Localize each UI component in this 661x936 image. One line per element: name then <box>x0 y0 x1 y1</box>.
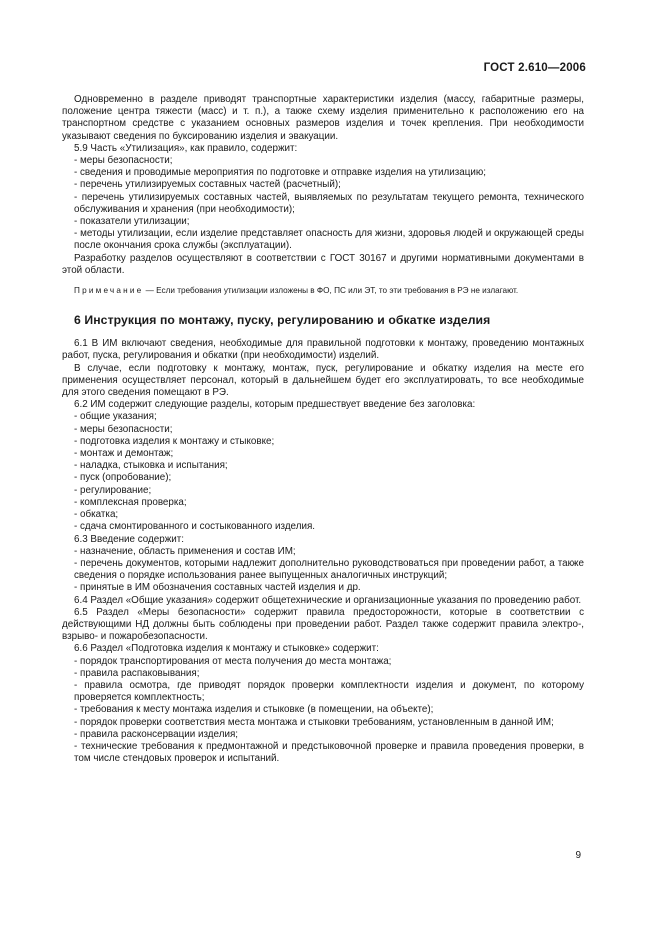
list-item: - монтаж и демонтаж; <box>74 448 174 460</box>
list-item: - технические требования к предмонтажной и предстыковочной проверке и правила проведения проверки, в том числе стендовых проверок и испытаний. <box>74 740 584 765</box>
section-heading: 6 Инструкция по монтажу, пуску, регулированию и обкатке изделия <box>74 313 491 328</box>
list-item: - правила расконсервации изделия; <box>74 728 239 740</box>
document-body <box>62 94 584 765</box>
paragraph: В случае, если подготовку к монтажу, монтаж, пуск, регулирование и обкатку изделия на месте его применения осуществляет персонал, который в дальнейшем будет его эксплуатировать, то все необходимые для этого сведения помещают в РЭ. <box>62 362 584 399</box>
list-item: - подготовка изделия к монтажу и стыковке; <box>74 435 275 447</box>
page-number: 9 <box>575 850 581 861</box>
list-item: - правила распаковывания; <box>74 667 200 679</box>
list-item: - требования к месту монтажа изделия и стыковке (в помещении, на объекте); <box>74 704 434 716</box>
list-item: - регулирование; <box>74 484 152 496</box>
list-item: - сведения и проводимые мероприятия по подготовке и отправке изделия на утилизацию; <box>74 167 487 179</box>
list-item: - пуск (опробование); <box>74 472 172 484</box>
list-item: - показатели утилизации; <box>74 216 190 228</box>
list-item: - комплексная проверка; <box>74 496 187 508</box>
paragraph: 5.9 Часть «Утилизация», как правило, содержит: <box>74 142 298 154</box>
list-item: - порядок проверки соответствия места монтажа и стыковки требованиям, установленным в данной ИМ; <box>74 716 554 728</box>
note-text: — Если требования утилизации изложены в ФО, ПС или ЭТ, то эти требования в РЭ не излагают. <box>143 286 519 296</box>
list-item: - назначение, область применения и состав ИМ; <box>74 545 296 557</box>
note-label: Примечание <box>74 286 144 296</box>
paragraph: 6.3 Введение содержит: <box>74 533 185 545</box>
paragraph: Разработку разделов осуществляют в соответствии с ГОСТ 30167 и другими нормативными документами в этой области. <box>62 252 584 276</box>
list-item: - принятые в ИМ обозначения составных частей изделия и др. <box>74 582 361 594</box>
list-item: - общие указания; <box>74 411 157 423</box>
paragraph: 6.6 Раздел «Подготовка изделия к монтажу и стыковке» содержит: <box>74 643 379 655</box>
document-code: ГОСТ 2.610—2006 <box>483 62 586 74</box>
list-item: - меры безопасности; <box>74 423 173 435</box>
list-item: - перечень документов, которыми надлежит дополнительно руководствоваться при проведении работ, а также сведения о порядке использования ранее выпущенных аналогичных инструкций; <box>74 557 584 582</box>
paragraph: 6.2 ИМ содержит следующие разделы, которым предшествует введение без заголовка: <box>74 399 476 411</box>
list-item: - перечень утилизируемых составных частей (расчетный); <box>74 179 341 191</box>
paragraph: 6.4 Раздел «Общие указания» содержит общетехнические и организационные указания по проведению работ. <box>74 594 582 606</box>
list-item: - наладка, стыковка и испытания; <box>74 460 228 472</box>
paragraph: Одновременно в разделе приводят транспортные характеристики изделия (массу, габаритные размеры, положение центра тяжести (масс) и т. п.), а также схему изделия применительно к расположению его на транспортном средстве с указанием основных размеров изделия и точек крепления. При необходимости указывают сведения по буксированию изделия и эвакуации. <box>62 94 584 142</box>
paragraph: 6.5 Раздел «Меры безопасности» содержит правила предосторожности, которые в соответствии с действующими НД должны быть соблюдены при проведении работ. Раздел также содержит правила электро-, взрыво- и пожаробезопасности. <box>62 606 584 643</box>
list-item: - перечень утилизируемых составных частей, выявляемых по результатам текущего ремонта, технического обслуживания и хранения (при необходимости); <box>74 191 584 215</box>
list-item: - порядок транспортирования от места получения до места монтажа; <box>74 655 392 667</box>
paragraph: 6.1 В ИМ включают сведения, необходимые для правильной подготовки к монтажу, проведению монтажных работ, пуска, регулирования и обкатки (при необходимости) изделий. <box>62 338 584 362</box>
list-item: - меры безопасности; <box>74 155 173 167</box>
list-item: - методы утилизации, если изделие представляет опасность для жизни, здоровья людей и окружающей среды после окончания срока службы (эксплуатации). <box>74 228 584 252</box>
list-item: - сдача смонтированного и состыкованного изделия. <box>74 521 316 533</box>
note <box>62 285 584 296</box>
list-item: - правила осмотра, где приводят порядок проверки комплектности изделия и документ, по которому проверяется комплектность; <box>74 679 584 704</box>
list-item: - обкатка; <box>74 509 119 521</box>
